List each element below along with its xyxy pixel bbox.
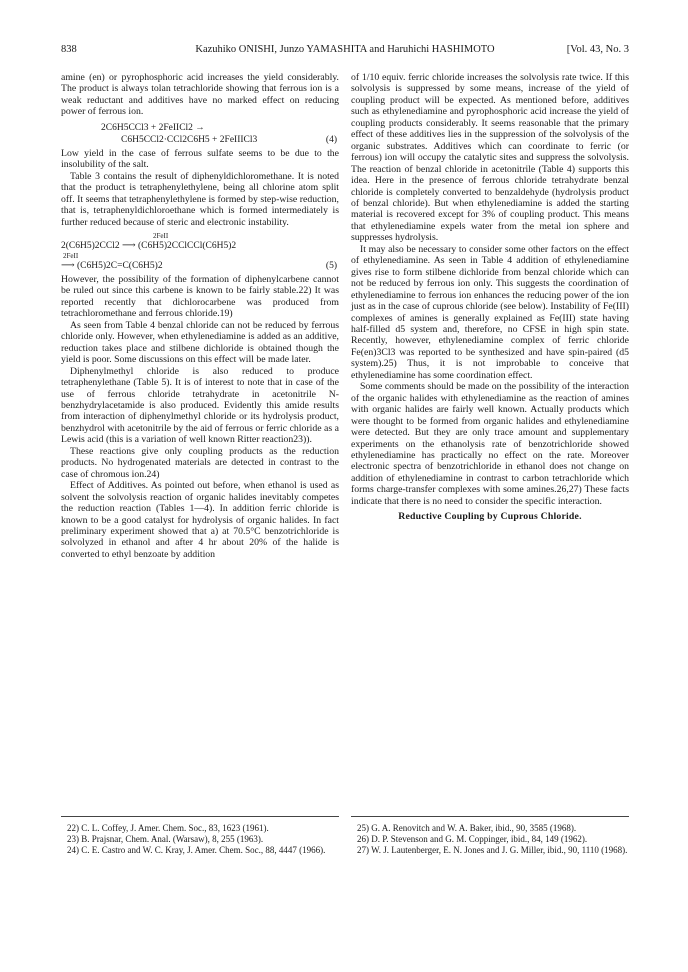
section-heading: Reductive Coupling by Cuprous Chloride. <box>398 511 582 523</box>
paragraph: As seen from Table 4 benzal chloride can not be reduced by ferrous chloride only. However, when ethylenediamine is added as an additive, reduction takes place and stilbene dichloride is obtained though the yield is poor. Some discussions on this effect will be made later. <box>61 319 339 366</box>
equation-number: (4) <box>325 134 337 145</box>
paragraph: amine (en) or pyrophosphoric acid increases the yield considerably. The product is always tolan tetrachloride showing that ferrous ion is a weak reductant and additives have no marked effect on reducing power of ferrous ion. <box>61 72 339 118</box>
footnote: 26) D. P. Stevenson and G. M. Coppinger, ibid., 84, 149 (1962). <box>357 834 588 845</box>
paragraph: Table 3 contains the result of diphenyldichloromethane. It is noted that the product is tetraphenylethylene, being all chlorine atom split off. It seems that tetraphenylethylene is formed by step-wise reduction, that is, tetraphenyldichloroethane which is formed intermediately is further reduced because of steric and electronic instability. <box>61 170 339 228</box>
paragraph: These reactions give only coupling products as the reduction products. No hydrogenated materials are detected in contrast to the case of chromous ion.24) <box>61 445 339 480</box>
footnote: 25) G. A. Renovitch and W. A. Baker, ibid., 90, 3585 (1968). <box>357 823 577 833</box>
footnote: 23) B. Prajsnar, Chem. Anal. (Warsaw), 8, 255 (1963). <box>67 834 264 845</box>
header-volume: [Vol. 43, No. 3 <box>566 44 629 55</box>
paragraph: However, the possibility of the formation of diphenylcarbene cannot be ruled out since this carbene is known to be fairly stable.22) It was reported recently that dichlorocarbene was produced from tetrachloromethane and ferrous chloride.19) <box>61 273 339 320</box>
footnote: 24) C. E. Castro and W. C. Kray, J. Amer. Chem. Soc., 88, 4447 (1966). <box>67 845 326 856</box>
paragraph: Diphenylmethyl chloride is also reduced to produce tetraphenylethane (Table 5). It is of interest to note that in case of the use of ferrous chloride tetrahydrate in acetonitrile N-benzhydrylacetamide is also produced. Evidently this amide results from interaction of diphenylmethyl chloride or its hydrolysis product, benzhydrol with acetonitrile by the aid of ferrous or ferric chloride as a Lewis acid (this is a variation of well known Ritter reaction23)). <box>61 365 339 446</box>
equation-line: 2C6H5CCl3 + 2FeIICl2 → <box>101 122 205 133</box>
equation-line: C6H5CCl2·CCl2C6H5 + 2FeIIICl3 <box>121 134 258 145</box>
paragraph: It may also be necessary to consider some other factors on the effect of ethylenediamine. As seen in Table 4 addition of ethylenediamine gives rise to form stilbene dichloride from benzal chloride which can not be reduced by ferrous ion only. This suggests the coordination of ethylenediamine to ferrous ion enhances the reducing power of the ion just as in the case of cuprous chloride (see below). Instability of Fe(III) complexes of amines is generally explained as Fe(III) state having half-filled d5 system and, therefore, no CFSE in high spin state. Recently, however, ethylenediamine complex of ferric chloride Fe(en)3Cl3 was reported to be synthesized and have spin-paired (d5 system).25) Thus, it is not improbable to conceive that ethylenediamine has some coordination effect. <box>351 243 629 381</box>
equation-number: (5) <box>325 260 337 271</box>
footnote: 27) W. J. Lautenberger, E. N. Jones and J. G. Miller, ibid., 90, 1110 (1968). <box>357 845 628 856</box>
arrow-label: 2FeII <box>63 251 79 260</box>
equation-line: 2(C6H5)2CCl2 ⟶ (C6H5)2CClCCl(C6H5)2 <box>61 240 237 251</box>
equation-4 <box>61 122 339 146</box>
equation-5 <box>61 232 339 272</box>
footnote: 22) C. L. Coffey, J. Amer. Chem. Soc., 83, 1623 (1961). <box>67 823 269 833</box>
paragraph: Some comments should be made on the possibility of the interaction of the organic halides with ethylenediamine as the reaction of amines with organic halides are fairly well known. Actually products which were thought to be formed from organic halides and ethylenediamine were detected. But they are only trace amount and supplementary experiments on the ethanolysis rate of benzotrichloride showed ethylenediamine has practically no effect on the rate. Moreover electronic spectra of benzotrichloride in ethanol does not change on addition of ethylenediamine in contrast to carbon tetrachloride which forms charge-transfer complexes with some amines.26,27) These facts indicate that there is no need to consider the specific interaction. <box>351 381 629 507</box>
running-header <box>61 44 629 58</box>
left-column <box>61 72 339 560</box>
paragraph: of 1/10 equiv. ferric chloride increases the solvolysis rate twice. If this solvolysis is suppressed by some means, increase of the yield of coupling product will be expected. As mentioned before, additives such as ethylenediamine and pyrophosphoric acid increase the yield of coupling products considerably. It seems reasonable that the primary effect of these additives lies in the suppression of the solvolysis of the organic substrates. Additives which can coordinate to ferric (or ferrous) ion will occupy the catalytic sites and suppress the solvolysis. The reaction of benzal chloride in acetonitrile (Table 4) supports this idea. Here in the presence of ferrous chloride tetrahydrate benzal chloride is completely converted to benzaldehyde (hydrolysis product of benzal chloride). But when ethylenediamine is added the starting material is recovered except for 3% of coupling product. This means that ethylenediamine expels water from the metal ion sphere and suppresses hydrolysis. <box>351 72 629 244</box>
footnotes-right <box>351 816 629 857</box>
arrow-label: 2FeII <box>153 231 169 240</box>
footnotes-left <box>61 816 339 857</box>
header-authors: Kazuhiko ONISHI, Junzo YAMASHITA and Haruhichi HASHIMOTO <box>195 44 495 55</box>
paragraph: Low yield in the case of ferrous sulfate seems to be due to the insolubility of the salt. <box>61 147 339 171</box>
right-column <box>351 72 629 523</box>
paragraph: Effect of Additives. As pointed out before, when ethanol is used as solvent the solvolysis reaction of organic halides inevitably competes the reduction reaction (Tables 1—4). In addition ferric chloride is known to be a good catalyst for hydrolysis of organic halides. In fact preliminary experiment showed that a) at 70.5°C benzotrichloride is solvolyzed in ethanol and after 4 hr about 20% of the halide is converted to ethyl benzoate by addition <box>61 480 339 560</box>
page-number: 838 <box>61 44 77 55</box>
equation-line: ⟶ (C6H5)2C=C(C6H5)2 <box>61 260 163 271</box>
